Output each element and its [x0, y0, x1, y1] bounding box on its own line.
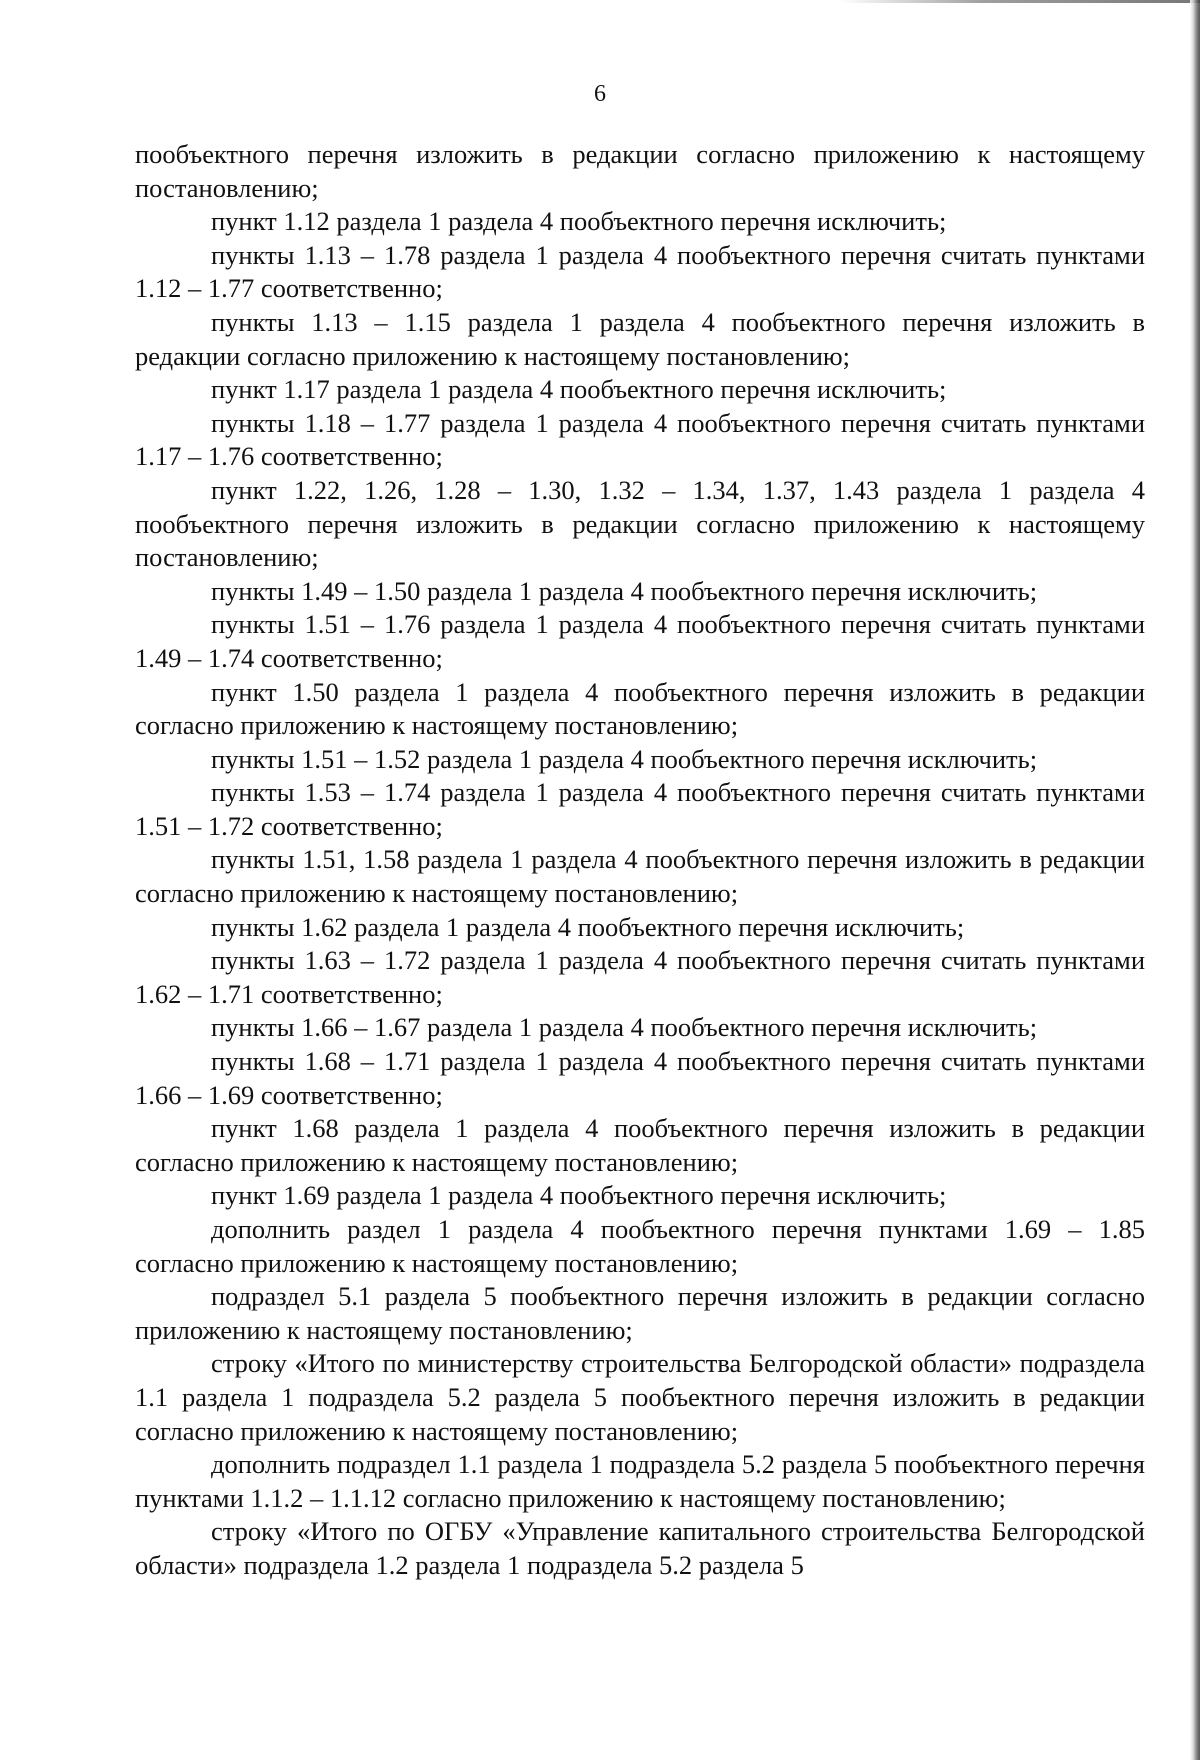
- paragraph: пункт 1.17 раздела 1 раздела 4 пообъектного перечня исключить;: [211, 374, 947, 405]
- paragraph: пункты 1.63 – 1.72 раздела 1 раздела 4 пообъектного перечня считать пунктами 1.62 – 1.71 соответственно;: [135, 945, 1145, 1009]
- paragraph: пункты 1.51, 1.58 раздела 1 раздела 4 пообъектного перечня изложить в редакции согласно приложению к настоящему постановлению;: [135, 844, 1145, 909]
- paragraph: строку «Итого по ОГБУ «Управление капитального строительства Белгородской области» подраздела 1.2 раздела 1 подраздела 5.2 раздела 5: [135, 1516, 1145, 1580]
- page-number: 6: [594, 81, 606, 107]
- paragraph: дополнить раздел 1 раздела 4 пообъектного перечня пунктами 1.69 – 1.85 согласно приложению к настоящему постановлению;: [135, 1214, 1145, 1278]
- paragraph: пункт 1.50 раздела 1 раздела 4 пообъектного перечня изложить в редакции согласно приложению к настоящему постановлению;: [135, 676, 1145, 741]
- paragraph: пункты 1.51 – 1.76 раздела 1 раздела 4 пообъектного перечня считать пунктами 1.49 – 1.74 соответственно;: [135, 609, 1145, 673]
- paragraph: строку «Итого по министерству строительства Белгородской области» подраздела 1.1 раздела 1 подраздела 5.2 раздела 5 пообъектного перечня изложить в редакции согласно приложению к настоящему постановлению;: [135, 1348, 1145, 1446]
- paragraph: пункт 1.68 раздела 1 раздела 4 пообъектного перечня изложить в редакции согласно приложению к настоящему постановлению;: [135, 1113, 1145, 1177]
- paragraph: пункт 1.22, 1.26, 1.28 – 1.30, 1.32 – 1.34, 1.37, 1.43 раздела 1 раздела 4 пообъектного перечня изложить в редакции согласно приложению к настоящему постановлению;: [135, 474, 1145, 573]
- paragraph: пункты 1.49 – 1.50 раздела 1 раздела 4 пообъектного перечня исключить;: [211, 575, 1038, 606]
- paragraph: пункты 1.13 – 1.15 раздела 1 раздела 4 пообъектного перечня изложить в редакции согласно приложению к настоящему постановлению;: [135, 306, 1145, 371]
- paragraph: пункты 1.53 – 1.74 раздела 1 раздела 4 пообъектного перечня считать пунктами 1.51 – 1.72 соответственно;: [135, 777, 1145, 841]
- paragraph: пункты 1.51 – 1.52 раздела 1 раздела 4 пообъектного перечня исключить;: [211, 743, 1038, 774]
- paragraph: пункт 1.12 раздела 1 раздела 4 пообъектного перечня исключить;: [211, 206, 947, 237]
- paragraph: пункты 1.18 – 1.77 раздела 1 раздела 4 пообъектного перечня считать пунктами 1.17 – 1.76 соответственно;: [135, 407, 1145, 472]
- paragraph: пункты 1.66 – 1.67 раздела 1 раздела 4 пообъектного перечня исключить;: [211, 1012, 1038, 1043]
- paragraph: пункт 1.69 раздела 1 раздела 4 пообъектного перечня исключить;: [211, 1180, 947, 1211]
- scan-edge-right: [1190, 0, 1200, 1760]
- paragraph: пообъектного перечня изложить в редакции согласно приложению к настоящему постановлению;: [135, 139, 1145, 203]
- paragraph: пункты 1.13 – 1.78 раздела 1 раздела 4 пообъектного перечня считать пунктами 1.12 – 1.77 соответственно;: [135, 239, 1145, 304]
- document-body: [135, 138, 1145, 1583]
- scan-edge-top: [840, 0, 1200, 3]
- paragraph: подраздел 5.1 раздела 5 пообъектного перечня изложить в редакции согласно приложению к настоящему постановлению;: [135, 1281, 1145, 1345]
- paragraph: пункты 1.62 раздела 1 раздела 4 пообъектного перечня исключить;: [211, 911, 965, 942]
- paragraph: пункты 1.68 – 1.71 раздела 1 раздела 4 пообъектного перечня считать пунктами 1.66 – 1.69 соответственно;: [135, 1046, 1145, 1110]
- paragraph: дополнить подраздел 1.1 раздела 1 подраздела 5.2 раздела 5 пообъектного перечня пунктами 1.1.2 – 1.1.12 согласно приложению к настоящему постановлению;: [135, 1449, 1145, 1513]
